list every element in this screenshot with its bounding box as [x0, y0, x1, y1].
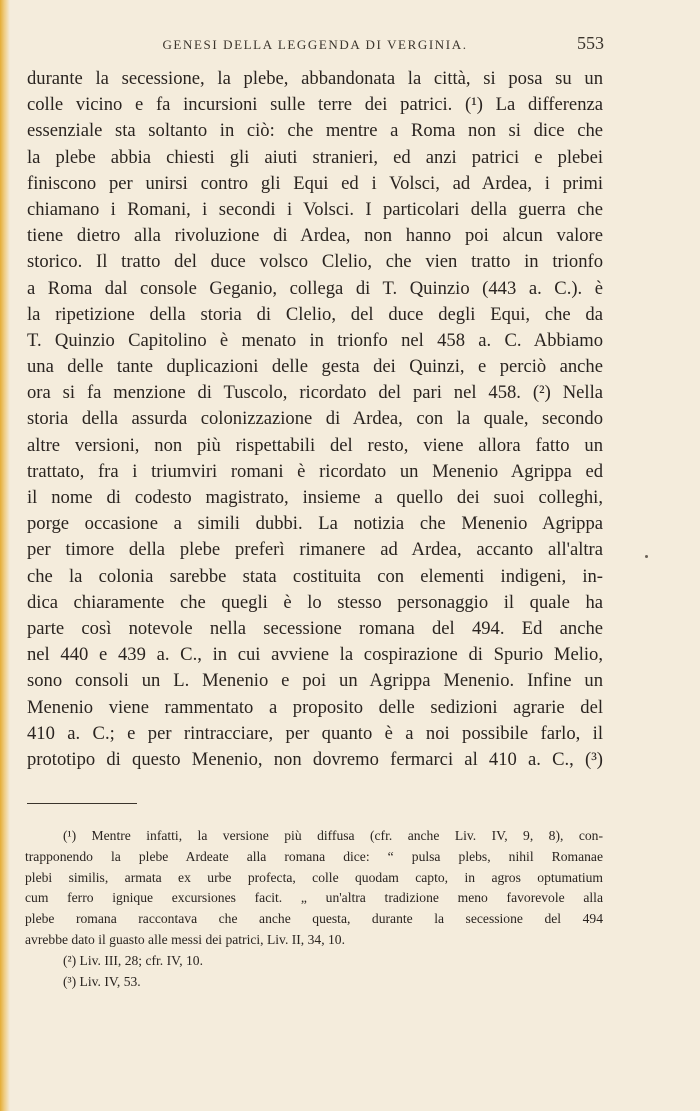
text-line: prototipo di questo Menenio, non dovremo fermarci al 410 a. C., (³): [27, 748, 603, 770]
text-line: trattato, fra i triumviri romani è ricordato un Menenio Agrippa ed: [27, 460, 603, 482]
footnote-line: (¹) Mentre infatti, la versione più diffusa (cfr. anche Liv. IV, 9, 8), con-: [63, 828, 603, 843]
text-line: colle vicino e fa incursioni sulle terre dei patrici. (¹) La differenza: [27, 94, 603, 116]
text-line: a Roma dal console Geganio, collega di T. Quinzio (443 a. C.). è: [27, 277, 603, 299]
running-title: GENESI DELLA LEGGENDA DI VERGINIA.: [162, 37, 468, 52]
page-spine-edge: [0, 0, 10, 1111]
text-line: per timore della plebe preferì rimanere ad Ardea, accanto all'altra: [27, 539, 603, 561]
text-line: tiene dietro alla rivoluzione di Ardea, non hanno poi alcun valore: [27, 225, 603, 247]
text-line: il nome di codesto magistrato, insieme a quello dei suoi colleghi,: [27, 487, 603, 508]
text-line: storia della assurda colonizzazione di Ardea, con la quale, secondo: [27, 408, 603, 430]
text-line: che la colonia sarebbe stata costituita con elementi indigeni, in-: [27, 565, 603, 587]
text-line: Menenio viene rammentato a proposito delle sedizioni agrarie del: [27, 696, 603, 718]
text-line: la plebe abbia chiesti gli aiuti stranieri, ed anzi patrici e plebei: [27, 146, 603, 168]
text-line: storico. Il tratto del duce volsco Clelio, che vien tratto in trionfo: [27, 251, 603, 273]
text-line: 410 a. C.; e per rintracciare, per quanto è a noi possibile farlo, il: [27, 722, 603, 744]
text-line: finiscono per unirsi contro gli Equi ed i Volsci, ad Ardea, i primi: [27, 172, 603, 194]
footnote-line: (²) Liv. III, 28; cfr. IV, 10.: [63, 952, 203, 968]
page-header: [26, 32, 604, 58]
page-number: 553: [577, 33, 604, 53]
text-line: dica chiaramente che quegli è lo stesso personaggio il quale ha: [27, 591, 603, 613]
footnote-line: (³) Liv. IV, 53.: [63, 973, 141, 989]
text-line: parte così notevole nella secessione romana del 494. Ed anche: [27, 617, 603, 639]
text-line: durante la secessione, la plebe, abbandonata la città, si posa su un: [27, 68, 603, 89]
text-line: altre versioni, non più rispettabili del resto, viene allora fatto un: [27, 434, 603, 456]
text-line: sono consoli un L. Menenio e poi un Agrippa Menenio. Infine un: [27, 670, 603, 692]
text-line: una delle tante duplicazioni delle gesta dei Quinzi, e perciò anche: [27, 356, 603, 378]
text-line: nel 440 e 439 a. C., in cui avviene la cospirazione di Spurio Melio,: [27, 644, 603, 666]
text-line: chiamano i Romani, i secondi i Volsci. I particolari della guerra che: [27, 198, 603, 220]
footnotes: [25, 826, 603, 992]
body-text: [27, 66, 603, 773]
footnote-line: plebi similis, armata ex urbe profecta, colle quodam capto, in agros optumatium: [25, 869, 603, 885]
text-line: la ripetizione della storia di Clelio, del duce degli Equi, che da: [27, 303, 603, 325]
footnote-line: plebe romana raccontava che anche questa, durante la secessione del 494: [25, 911, 603, 927]
footnote-line: trapponendo la plebe Ardeate alla romana dice: “ pulsa plebs, nihil Romanae: [25, 848, 603, 864]
margin-speck: [645, 555, 648, 558]
footnote-separator-rule: [27, 803, 137, 804]
footnote-line: avrebbe dato il guasto alle messi dei patrici, Liv. II, 34, 10.: [25, 931, 345, 947]
text-line: T. Quinzio Capitolino è menato in trionfo nel 458 a. C. Abbiamo: [27, 329, 603, 351]
footnote-line: cum ferro ignique excursiones facit. „ un'altra tradizione meno favorevole alla: [25, 890, 603, 906]
text-line: porge occasione a simili dubbi. La notizia che Menenio Agrippa: [27, 513, 603, 535]
text-line: ora si fa menzione di Tuscolo, ricordato del pari nel 458. (²) Nella: [27, 382, 603, 404]
text-line: essenziale sta soltanto in ciò: che mentre a Roma non si dice che: [27, 120, 603, 142]
